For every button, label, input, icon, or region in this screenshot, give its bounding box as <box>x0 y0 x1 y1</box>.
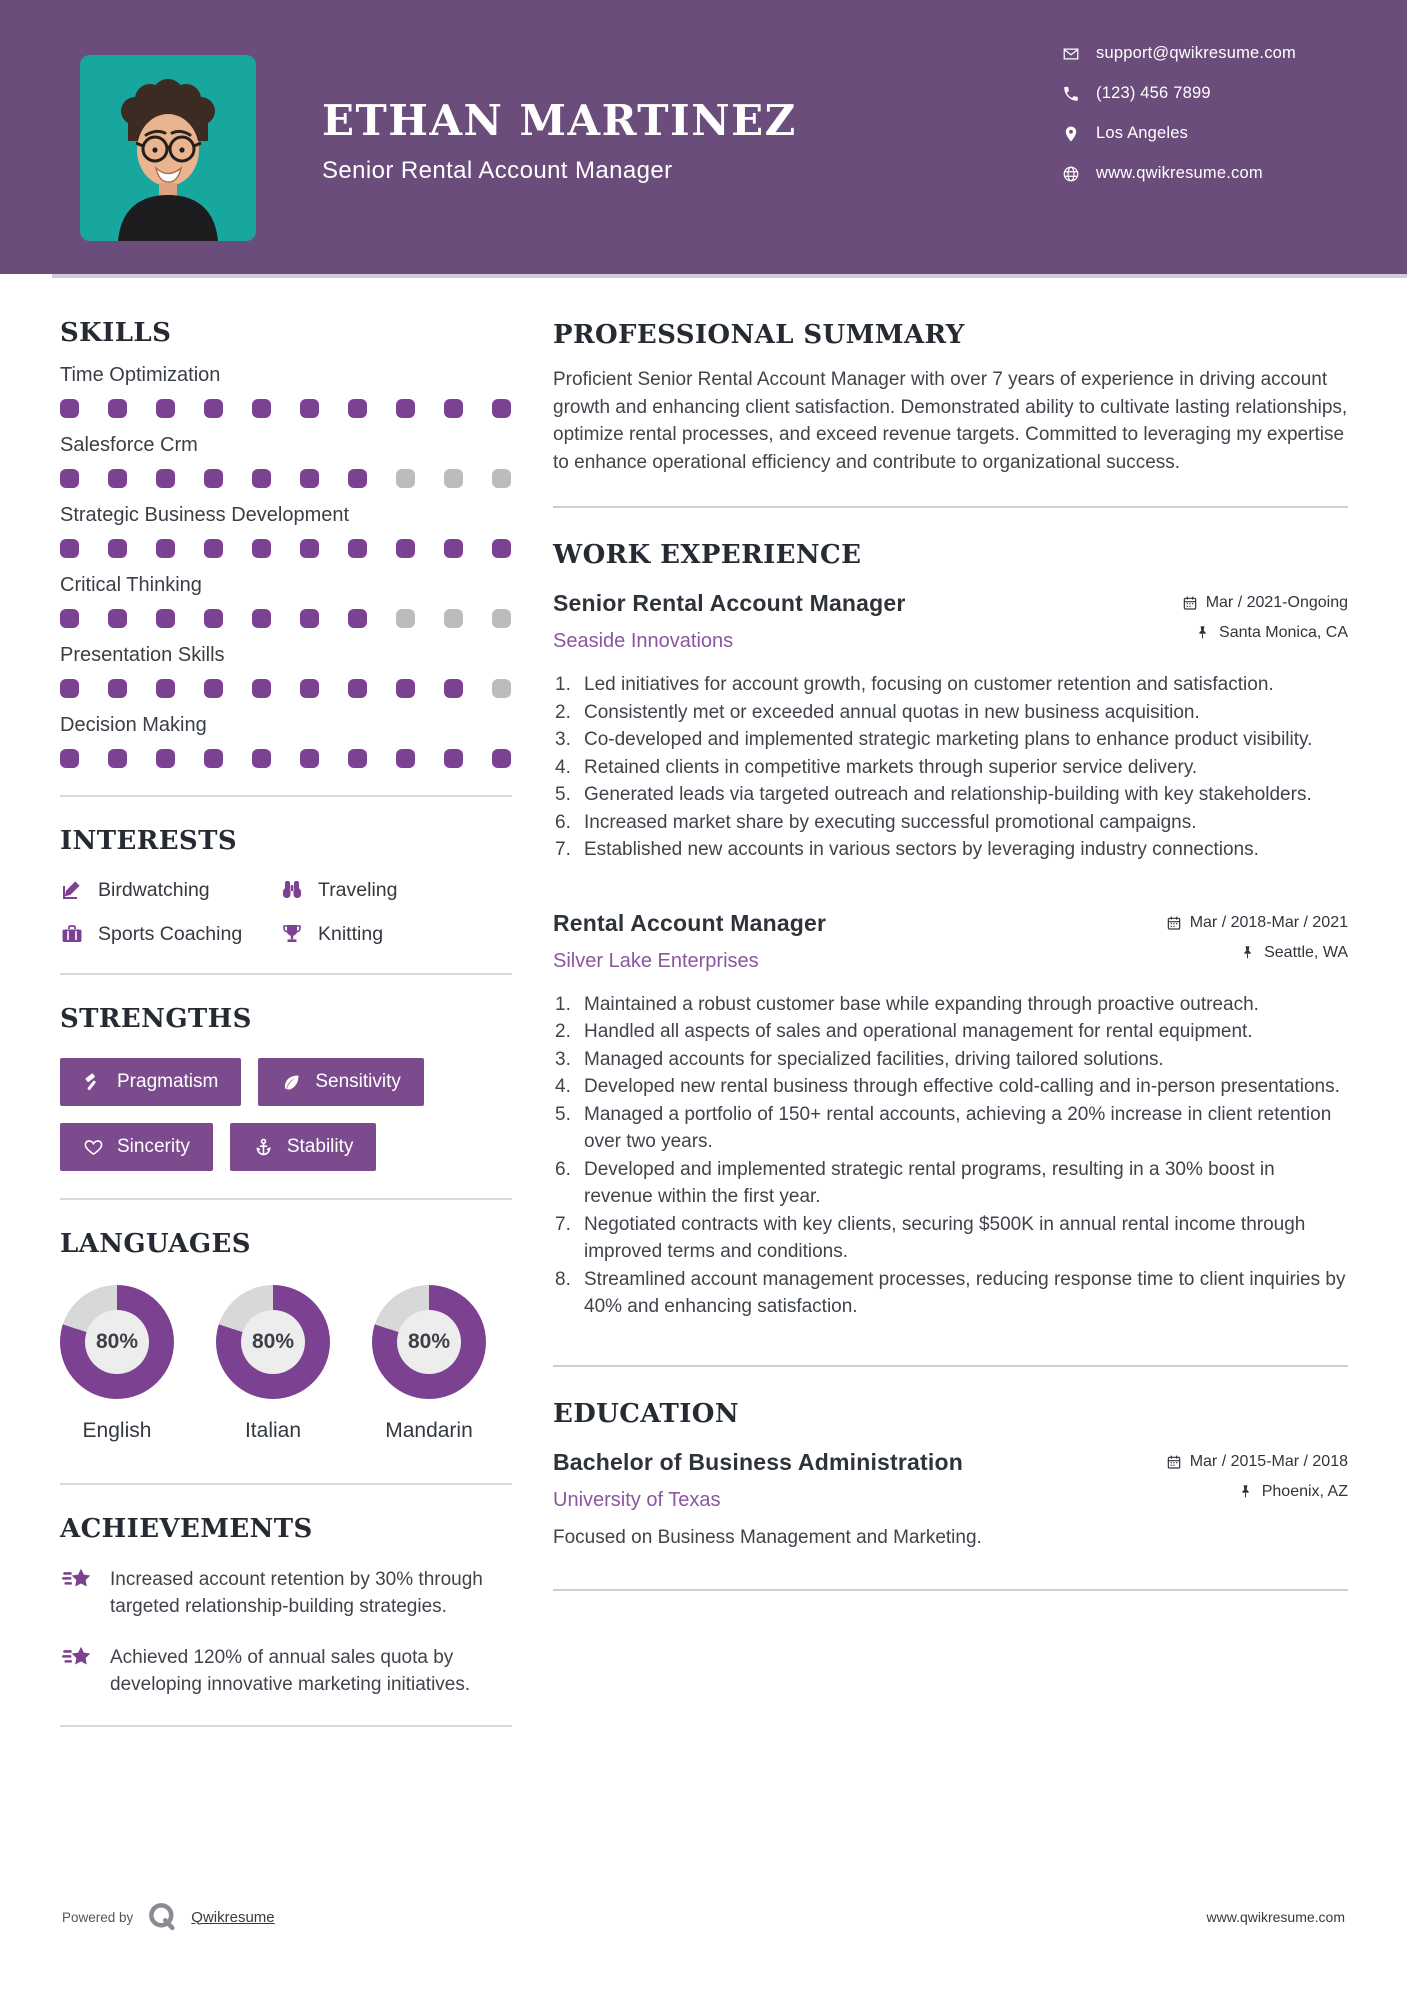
divider <box>60 1198 512 1200</box>
achievement-item: Achieved 120% of annual sales quota by developing innovative marketing initiatives. <box>60 1644 512 1698</box>
calendar-icon <box>1166 1454 1182 1470</box>
job-dates: Mar / 2021-Ongoing <box>1182 594 1348 612</box>
skill-dot <box>300 609 319 628</box>
gavel-icon <box>83 1072 104 1093</box>
skill-dot <box>396 539 415 558</box>
skill-rating <box>60 539 512 558</box>
strength-chip: Sensitivity <box>258 1058 424 1106</box>
skill-dot <box>204 749 223 768</box>
left-column <box>60 318 512 1756</box>
skill-dot <box>60 399 79 418</box>
skill-rating <box>60 469 512 488</box>
contact-phone-text: (123) 456 7899 <box>1096 84 1211 102</box>
skill-dot <box>348 399 367 418</box>
skill-dot <box>156 679 175 698</box>
skill-dot <box>300 539 319 558</box>
experience-section <box>553 540 1348 1321</box>
languages-section <box>60 1229 512 1443</box>
skill-dot <box>444 539 463 558</box>
education-section <box>553 1399 1348 1549</box>
language-label: Italian <box>244 1419 302 1442</box>
skill-dot <box>252 469 271 488</box>
briefcase-icon <box>60 922 84 946</box>
skill-dot <box>60 679 79 698</box>
job-bullet: Co-developed and implemented strategic marketing plans to enhance product visibility. <box>584 729 1313 750</box>
job-bullet: Maintained a robust customer base while expanding through proactive outreach. <box>584 993 1259 1015</box>
skill-dot <box>348 469 367 488</box>
education-location: Phoenix, AZ <box>1238 1483 1348 1501</box>
phone-icon <box>1062 85 1080 103</box>
degree-title: Bachelor of Business Administration <box>553 1448 963 1475</box>
powered-by-label: Powered by <box>62 1909 134 1925</box>
language-donut-chart <box>216 1285 330 1399</box>
job-entry <box>553 910 1348 1321</box>
skill-item: Critical Thinking <box>60 574 512 628</box>
job-bullet-list <box>553 671 1348 864</box>
job-bullet: Developed and implemented strategic rental programs, resulting in a 30% boost in revenue within the first year. <box>584 1158 1275 1207</box>
contact-website[interactable] <box>1062 164 1296 183</box>
skill-item: Presentation Skills <box>60 644 512 698</box>
skill-dot <box>156 749 175 768</box>
skill-item: Strategic Business Development <box>60 504 512 558</box>
skill-dot <box>252 749 271 768</box>
skill-dot <box>444 679 463 698</box>
heart-icon <box>83 1137 104 1158</box>
location-icon <box>1062 125 1080 143</box>
leaf-icon <box>281 1072 302 1093</box>
skill-dot <box>156 539 175 558</box>
skill-dot <box>444 399 463 418</box>
job-bullet: Increased market share by executing successful promotional campaigns. <box>584 811 1197 833</box>
skill-rating <box>60 679 512 698</box>
skill-dot <box>348 539 367 558</box>
skill-dot <box>300 679 319 698</box>
skill-dot <box>492 539 511 558</box>
person-job-title: Senior Rental Account Manager <box>322 157 673 184</box>
experience-heading: WORK EXPERIENCE <box>553 540 862 570</box>
binoculars-icon <box>280 878 304 902</box>
contact-location-text: Los Angeles <box>1096 124 1189 142</box>
skill-dot <box>156 469 175 488</box>
job-dates: Mar / 2018-Mar / 2021 <box>1166 914 1348 932</box>
divider <box>553 1589 1348 1591</box>
identity-block <box>322 96 797 185</box>
strength-chip: Pragmatism <box>60 1058 241 1106</box>
skill-dot <box>108 399 127 418</box>
skill-dot <box>108 539 127 558</box>
skill-dot <box>396 399 415 418</box>
job-bullet: Developed new rental business through effective cold-calling and in-person presentations. <box>584 1076 1340 1097</box>
skill-dot <box>252 399 271 418</box>
job-bullet: Established new accounts in various sectors by leveraging industry connections. <box>584 839 1259 860</box>
language-label: English <box>82 1419 152 1442</box>
summary-heading: PROFESSIONAL SUMMARY <box>553 320 965 350</box>
job-bullet: Negotiated contracts with key clients, securing $500K in annual rental income through improved terms and conditions. <box>584 1213 1306 1262</box>
job-bullet: Generated leads via targeted outreach and relationship-building with key stakeholders. <box>584 784 1312 805</box>
contact-website-text: www.qwikresume.com <box>1096 164 1263 182</box>
skill-dot <box>60 609 79 628</box>
interests-heading: INTERESTS <box>60 826 238 856</box>
divider <box>553 1365 1348 1367</box>
trophy-icon <box>280 922 304 946</box>
person-name: ETHAN MARTINEZ <box>322 96 797 145</box>
qwikresume-brand-link[interactable]: Qwikresume <box>191 1908 275 1926</box>
summary-section <box>553 320 1348 476</box>
job-bullet: Led initiatives for account growth, focusing on customer retention and satisfaction. <box>584 674 1274 695</box>
skill-dot <box>204 609 223 628</box>
interest-item: Knitting <box>280 922 512 946</box>
skill-dot <box>348 679 367 698</box>
job-bullet-list <box>553 991 1348 1321</box>
calendar-icon <box>1182 595 1198 611</box>
skill-dot <box>108 679 127 698</box>
contact-list <box>1062 44 1296 183</box>
skill-dot <box>492 469 511 488</box>
shooting-star-icon <box>60 1642 96 1678</box>
skill-dot <box>444 469 463 488</box>
skill-item: Time Optimization <box>60 364 512 418</box>
divider <box>60 973 512 975</box>
skill-dot <box>444 749 463 768</box>
shooting-star-icon <box>60 1564 96 1600</box>
skill-rating <box>60 609 512 628</box>
skill-dot <box>204 469 223 488</box>
language-item <box>60 1285 174 1443</box>
skill-dot <box>108 469 127 488</box>
skill-dot <box>204 679 223 698</box>
job-bullet: Managed a portfolio of 150+ rental accounts, achieving a 20% increase in client retention over two years. <box>584 1103 1332 1152</box>
skill-dot <box>396 679 415 698</box>
job-bullet: Streamlined account management processes, reducing response time to client inquiries by 40% and enhancing satisfaction. <box>584 1268 1346 1317</box>
header-banner <box>0 0 1407 274</box>
skill-dot <box>444 609 463 628</box>
languages-heading: LANGUAGES <box>60 1229 251 1259</box>
skill-dot <box>156 609 175 628</box>
skill-dot <box>300 749 319 768</box>
skill-dot <box>108 749 127 768</box>
contact-phone[interactable] <box>1062 84 1296 103</box>
job-bullet: Handled all aspects of sales and operational management for rental equipment. <box>584 1021 1253 1042</box>
job-bullet: Managed accounts for specialized facilities, driving tailored solutions. <box>584 1048 1164 1070</box>
footer-website: www.qwikresume.com <box>1206 1909 1345 1925</box>
summary-text: Proficient Senior Rental Account Manager with over 7 years of experience in driving account growth and enhancing client satisfaction. Demonstrated ability to cultivate lasting relationships, optimize rental processes, and exceed revenue targets. Committed to leveraging my expertise to enhance operational efficiency and contribute to organizational success. <box>553 369 1348 473</box>
skill-dot <box>396 609 415 628</box>
calendar-icon <box>1166 915 1182 931</box>
language-item <box>372 1285 486 1443</box>
education-note: Focused on Business Management and Marketing. <box>553 1526 982 1548</box>
job-location: Santa Monica, CA <box>1195 624 1348 642</box>
job-bullet: Retained clients in competitive markets through superior service delivery. <box>584 756 1198 778</box>
language-percent: 80% <box>397 1310 461 1374</box>
right-column <box>553 320 1348 1623</box>
contact-location[interactable] <box>1062 124 1296 143</box>
pushpin-icon <box>1238 1484 1254 1500</box>
skill-item: Decision Making <box>60 714 512 768</box>
job-entry <box>553 590 1348 864</box>
skill-dot <box>396 469 415 488</box>
skill-dot <box>60 469 79 488</box>
achievements-section <box>60 1514 512 1698</box>
globe-icon <box>1062 165 1080 183</box>
skill-dot <box>348 749 367 768</box>
education-dates: Mar / 2015-Mar / 2018 <box>1166 1453 1348 1471</box>
skill-dot <box>396 749 415 768</box>
language-percent: 80% <box>241 1310 305 1374</box>
skill-dot <box>108 609 127 628</box>
pushpin-icon <box>1195 625 1211 641</box>
job-location: Seattle, WA <box>1240 944 1348 962</box>
language-item <box>216 1285 330 1443</box>
language-donut-chart <box>60 1285 174 1399</box>
divider <box>60 1725 512 1727</box>
profile-photo <box>80 55 256 241</box>
strengths-heading: STRENGTHS <box>60 1004 252 1034</box>
skill-dot <box>156 399 175 418</box>
interest-item: Birdwatching <box>60 878 280 902</box>
language-label: Mandarin <box>385 1419 473 1442</box>
contact-email[interactable] <box>1062 44 1296 63</box>
divider <box>60 1483 512 1485</box>
qwikresume-logo-icon <box>145 1900 179 1934</box>
skill-dot <box>60 539 79 558</box>
skill-dot <box>300 399 319 418</box>
skill-dot <box>348 609 367 628</box>
skill-dot <box>252 609 271 628</box>
skill-dot <box>60 749 79 768</box>
interest-item: Traveling <box>280 878 512 902</box>
footer <box>0 1892 1407 1942</box>
skills-section <box>60 318 512 768</box>
skill-dot <box>204 399 223 418</box>
avatar <box>80 55 256 241</box>
job-company-link[interactable]: Seaside Innovations <box>553 630 734 652</box>
strength-chip: Stability <box>230 1123 377 1171</box>
anchor-icon <box>253 1137 274 1158</box>
school-link[interactable]: University of Texas <box>553 1488 721 1511</box>
skill-dot <box>492 749 511 768</box>
skill-dot <box>204 539 223 558</box>
achievement-item: Increased account retention by 30% through targeted relationship-building strategies. <box>60 1566 512 1620</box>
skills-heading: SKILLS <box>60 318 172 348</box>
language-donut-chart <box>372 1285 486 1399</box>
skill-dot <box>300 469 319 488</box>
skill-dot <box>492 679 511 698</box>
skill-rating <box>60 399 512 418</box>
interests-section <box>60 826 512 946</box>
skill-dot <box>492 399 511 418</box>
skill-dot <box>492 609 511 628</box>
job-company-link[interactable]: Silver Lake Enterprises <box>553 949 759 972</box>
divider <box>60 795 512 797</box>
job-bullet: Consistently met or exceeded annual quotas in new business acquisition. <box>584 701 1200 723</box>
contact-email-text: support@qwikresume.com <box>1096 44 1296 62</box>
education-heading: EDUCATION <box>553 1398 740 1429</box>
divider <box>553 506 1348 508</box>
language-percent: 80% <box>85 1310 149 1374</box>
education-entry <box>553 1449 1348 1549</box>
skill-item: Salesforce Crm <box>60 434 512 488</box>
envelope-icon <box>1062 45 1080 63</box>
skill-rating <box>60 749 512 768</box>
strengths-section <box>60 1004 512 1171</box>
job-title: Senior Rental Account Manager <box>553 590 906 616</box>
interest-item: Sports Coaching <box>60 922 280 946</box>
achievements-heading: ACHIEVEMENTS <box>60 1514 313 1544</box>
skill-dot <box>252 539 271 558</box>
strength-chip: Sincerity <box>60 1123 213 1171</box>
pushpin-icon <box>1240 945 1256 961</box>
skill-dot <box>252 679 271 698</box>
pencil-edit-icon <box>60 878 84 902</box>
job-title: Rental Account Manager <box>553 909 827 936</box>
